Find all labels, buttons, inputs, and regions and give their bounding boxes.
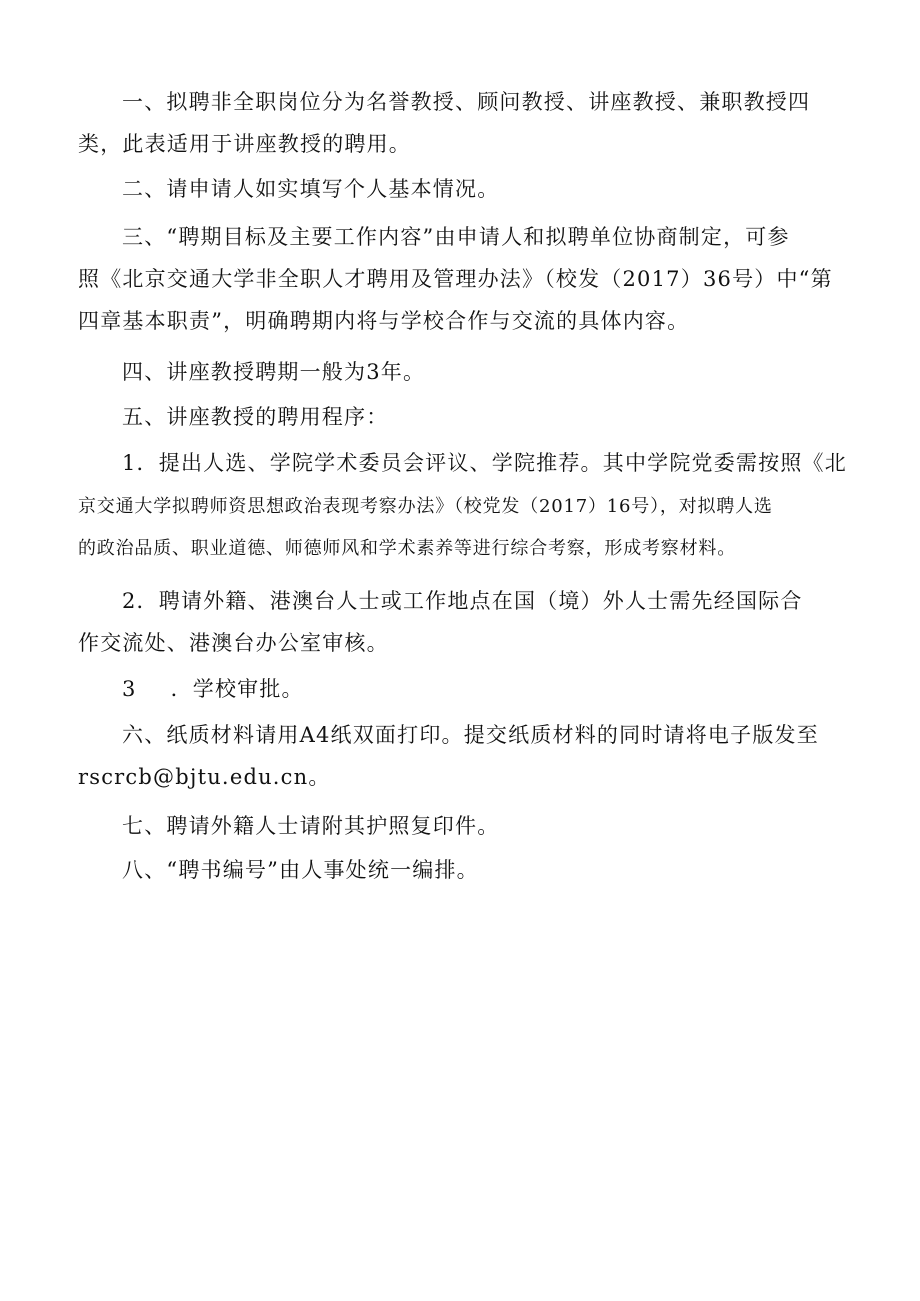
note-item-5 (78, 396, 848, 438)
note-item-7-line-1: 七、聘请外籍人士请附其护照复印件。 (122, 814, 500, 838)
note-item-5-2-line-2: 作交流处、港澳台办公室审核。 (78, 631, 389, 655)
note-item-1-line-2: 类，此表适用于讲座教授的聘用。 (78, 132, 411, 156)
note-item-2 (78, 168, 848, 210)
note-item-3-line-3: 四章基本职责”，明确聘期内将与学校合作与交流的具体内容。 (78, 309, 690, 333)
note-item-5-1-line-2: 京交通大学拟聘师资思想政治表现考察办法》（校党发（2017）16号），对拟聘人选 (78, 496, 773, 517)
note-item-6-line-2: rscrcb@bjtu.edu.cn。 (78, 765, 331, 789)
note-item-3 (78, 216, 848, 342)
note-item-5-3-line-1 (78, 668, 848, 710)
note-item-8-line-1: 八、“聘书编号”由人事处统一编排。 (122, 858, 479, 882)
note-item-4-line-1: 四、讲座教授聘期一般为3年。 (122, 360, 426, 384)
note-item-5-1 (78, 442, 848, 484)
note-item-1-line-1: 一、拟聘非全职岗位分为名誉教授、顾问教授、讲座教授、兼职教授四 (122, 90, 811, 114)
note-item-5-2 (78, 580, 848, 664)
note-item-5-1-line-3: 的政治品质、职业道德、师德师风和学术素养等进行综合考察，形成考察材料。 (78, 538, 736, 559)
note-item-8 (78, 849, 848, 891)
note-item-3-line-1: 三、“聘期目标及主要工作内容”由申请人和拟聘单位协商制定，可参 (122, 225, 790, 249)
note-item-5-3-number: 3 (122, 677, 137, 701)
note-item-7 (78, 805, 848, 847)
note-item-5-1-line-1: 1．提出人选、学院学术委员会评议、学院推荐。其中学院党委需按照《北 (122, 451, 847, 475)
note-item-3-line-2: 照《北京交通大学非全职人才聘用及管理办法》（校发（2017）36号）中“第 (78, 267, 833, 291)
note-item-6 (78, 714, 848, 798)
note-item-6-line-1: 六、纸质材料请用A4纸双面打印。提交纸质材料的同时请将电子版发至 (122, 723, 819, 747)
note-item-5-1-continued (78, 486, 848, 570)
note-item-1 (78, 81, 848, 165)
note-item-5-line-1: 五、讲座教授的聘用程序： (122, 405, 389, 429)
note-item-5-3 (78, 668, 848, 710)
note-item-5-3-text: ．学校审批。 (170, 677, 304, 701)
note-item-2-line-1: 二、请申请人如实填写个人基本情况。 (122, 177, 500, 201)
note-item-5-2-line-1: 2．聘请外籍、港澳台人士或工作地点在国（境）外人士需先经国际合 (122, 589, 803, 613)
note-item-4 (78, 351, 848, 393)
